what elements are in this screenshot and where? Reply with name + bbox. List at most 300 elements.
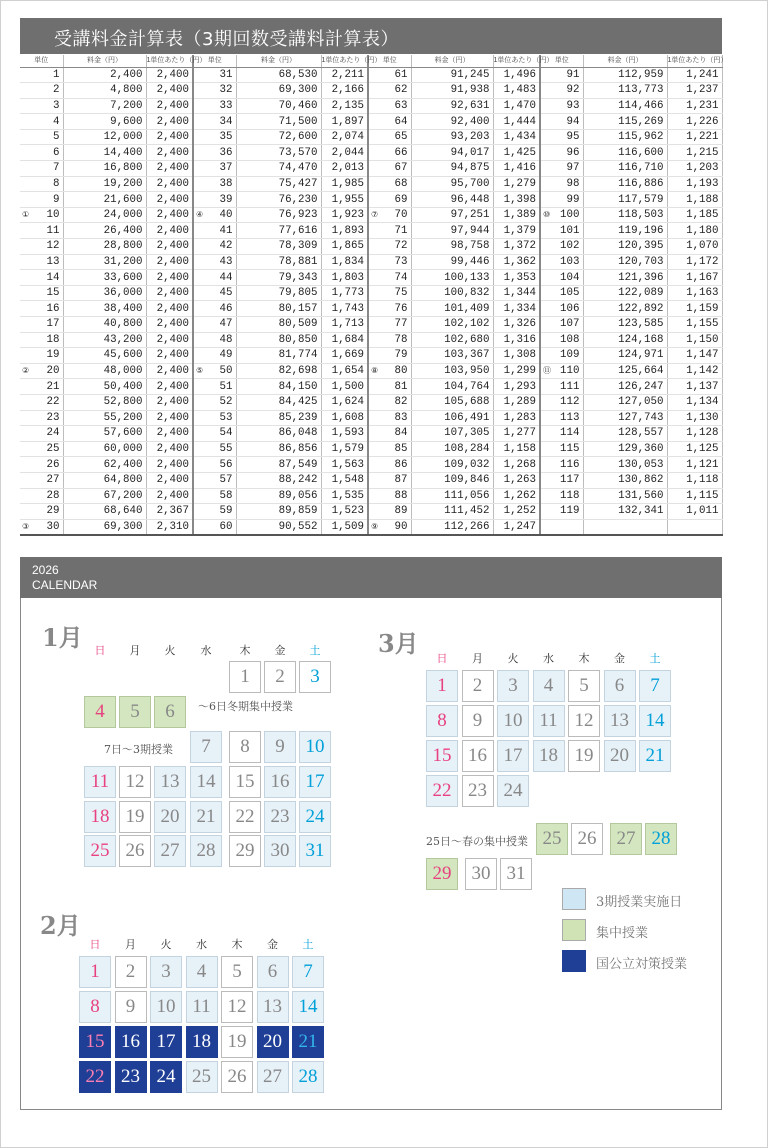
weekday-label: 月 [125, 939, 136, 951]
unit-value: 61 [394, 68, 408, 81]
unit-cell [368, 67, 411, 83]
weekday-label: 月 [129, 645, 141, 657]
per-unit-cell: 1,579 [321, 441, 368, 457]
fee-cell: 97,251 [411, 207, 493, 223]
fee-cell: 108,284 [411, 441, 493, 457]
table-row [20, 426, 722, 442]
per-unit-cell: 1,353 [493, 270, 540, 286]
unit-cell [20, 145, 63, 161]
calendar-day: 4 [533, 670, 565, 702]
unit-cell [20, 254, 63, 270]
fee-cell: 129,360 [583, 441, 667, 457]
unit-cell [20, 457, 63, 473]
fee-cell: 100,133 [411, 270, 493, 286]
per-unit-cell: 1,130 [667, 410, 722, 426]
calendar-day: 10 [299, 731, 331, 763]
calendar-day: 23 [264, 801, 296, 833]
unit-value: 57 [219, 474, 233, 487]
fee-cell: 86,048 [236, 426, 321, 442]
unit-value: 83 [394, 411, 408, 424]
unit-cell [193, 317, 236, 333]
unit-value: 6 [53, 146, 60, 159]
unit-value: 119 [560, 505, 580, 518]
fee-cell: 74,470 [236, 161, 321, 177]
calendar-day: 5 [568, 670, 600, 702]
unit-cell [540, 98, 583, 114]
calendar-day: 19 [221, 1026, 253, 1058]
unit-value: 105 [560, 287, 580, 300]
fee-cell: 127,743 [583, 410, 667, 426]
milestone-marker: ⑨ [371, 521, 379, 531]
fee-cell: 89,056 [236, 488, 321, 504]
per-unit-cell: 1,316 [493, 332, 540, 348]
calendar-day: 29 [229, 835, 261, 867]
unit-cell [540, 317, 583, 333]
header-per-unit: 1単位あたり（円） [493, 55, 540, 67]
unit-value: 47 [219, 318, 233, 331]
fee-cell: 76,923 [236, 207, 321, 223]
table-row [20, 394, 722, 410]
per-unit-cell: 1,470 [493, 98, 540, 114]
calendar-day: 6 [604, 670, 636, 702]
per-unit-cell: 1,142 [667, 363, 722, 379]
unit-value: 11 [46, 224, 60, 237]
header-fee: 料金（円） [236, 55, 321, 67]
per-unit-cell: 2,400 [146, 348, 193, 364]
unit-cell [368, 332, 411, 348]
fee-cell: 36,000 [63, 285, 146, 301]
milestone-marker: ⑦ [371, 210, 379, 220]
unit-value: 43 [219, 255, 233, 268]
calendar-day: 9 [115, 991, 147, 1023]
header-per-unit: 1単位あたり（円） [667, 55, 722, 67]
fee-cell: 111,056 [411, 488, 493, 504]
unit-value: 42 [219, 240, 233, 253]
fee-table-header [20, 18, 722, 54]
per-unit-cell: 1,150 [667, 332, 722, 348]
fee-cell: 92,631 [411, 98, 493, 114]
unit-value: 53 [219, 411, 233, 424]
per-unit-cell: 2,400 [146, 410, 193, 426]
per-unit-cell: 1,509 [321, 519, 368, 535]
fee-cell: 72,600 [236, 129, 321, 145]
unit-cell [193, 457, 236, 473]
unit-value: 18 [46, 333, 60, 346]
unit-cell [540, 519, 583, 535]
fee-cell: 102,102 [411, 317, 493, 333]
unit-cell [368, 488, 411, 504]
table-row [20, 254, 722, 270]
unit-value: 12 [46, 240, 60, 253]
per-unit-cell: 2,400 [146, 114, 193, 130]
unit-value: 49 [219, 349, 233, 362]
table-row [20, 441, 722, 457]
unit-value: 33 [219, 99, 233, 112]
unit-cell [540, 457, 583, 473]
fee-cell: 109,846 [411, 472, 493, 488]
unit-cell [368, 129, 411, 145]
table-row [20, 317, 722, 333]
unit-value: 55 [219, 443, 233, 456]
unit-value: 48 [219, 333, 233, 346]
calendar-day: 24 [497, 775, 529, 807]
fee-cell: 69,300 [236, 83, 321, 99]
fee-cell: 106,491 [411, 410, 493, 426]
unit-cell [540, 441, 583, 457]
fee-cell: 9,600 [63, 114, 146, 130]
unit-cell [20, 207, 63, 223]
unit-cell [193, 332, 236, 348]
weekday-label: 月 [472, 653, 483, 665]
unit-cell [193, 488, 236, 504]
calendar-day: 25 [536, 823, 568, 855]
unit-value: 21 [46, 380, 60, 393]
calendar-day: 20 [257, 1026, 289, 1058]
unit-value: 113 [560, 411, 580, 424]
calendar-day: 1 [229, 661, 261, 693]
unit-cell [193, 363, 236, 379]
fee-cell: 78,309 [236, 239, 321, 255]
weekday-label: 日 [89, 939, 101, 951]
unit-value: 79 [394, 349, 408, 362]
unit-value: 4 [53, 115, 60, 128]
fee-cell: 116,886 [583, 176, 667, 192]
per-unit-cell: 2,400 [146, 207, 193, 223]
unit-value: 37 [219, 162, 233, 175]
weekday-label: 土 [649, 653, 661, 665]
unit-value: 116 [560, 458, 580, 471]
unit-value: 25 [46, 443, 60, 456]
table-row [20, 488, 722, 504]
unit-cell [368, 223, 411, 239]
unit-cell [540, 83, 583, 99]
unit-cell [368, 114, 411, 130]
unit-value: 63 [394, 99, 408, 112]
calendar-day: 23 [115, 1061, 147, 1093]
legend-swatch [562, 950, 586, 972]
unit-value: 85 [394, 443, 408, 456]
per-unit-cell: 1,070 [667, 239, 722, 255]
per-unit-cell: 1,118 [667, 472, 722, 488]
unit-cell [368, 98, 411, 114]
per-unit-cell: 2,400 [146, 254, 193, 270]
unit-cell [368, 504, 411, 520]
fee-cell: 118,503 [583, 207, 667, 223]
calendar-day: 18 [533, 740, 565, 772]
per-unit-cell: 1,893 [321, 223, 368, 239]
per-unit-cell: 1,865 [321, 239, 368, 255]
unit-value: 101 [560, 224, 580, 237]
calendar-day: 13 [154, 766, 186, 798]
fee-cell: 92,400 [411, 114, 493, 130]
fee-cell: 130,862 [583, 472, 667, 488]
unit-value: 35 [219, 131, 233, 144]
fee-cell: 120,395 [583, 239, 667, 255]
unit-value: 84 [394, 427, 408, 440]
unit-value: 90 [394, 520, 408, 533]
unit-value: 111 [560, 380, 580, 393]
per-unit-cell: 2,400 [146, 317, 193, 333]
unit-cell [368, 441, 411, 457]
per-unit-cell: 1,172 [667, 254, 722, 270]
unit-cell [368, 472, 411, 488]
unit-cell [20, 519, 63, 535]
legend-label: 3期授業実施日 [596, 895, 683, 910]
per-unit-cell: 1,221 [667, 129, 722, 145]
per-unit-cell: 1,434 [493, 129, 540, 145]
weekday-label: 金 [274, 645, 286, 657]
table-row [20, 348, 722, 364]
unit-value: 91 [566, 68, 580, 81]
header-unit: 単位 [540, 55, 583, 67]
unit-value: 100 [560, 209, 580, 222]
fee-cell: 19,200 [63, 176, 146, 192]
unit-cell [193, 192, 236, 208]
unit-value: 114 [560, 427, 580, 440]
unit-cell [540, 270, 583, 286]
unit-value: 104 [560, 271, 580, 284]
per-unit-cell: 1,185 [667, 207, 722, 223]
unit-value: 40 [219, 209, 233, 222]
unit-cell [20, 67, 63, 83]
unit-value: 112 [560, 396, 580, 409]
unit-value: 68 [394, 177, 408, 190]
per-unit-cell: 1,155 [667, 317, 722, 333]
table-row [20, 98, 722, 114]
fee-table-title: 受講料金計算表（3期回数受講料計算表） [54, 29, 399, 50]
calendar-day: 17 [299, 766, 331, 798]
unit-value: 46 [219, 302, 233, 315]
legend-label: 集中授業 [596, 926, 649, 941]
fee-cell [583, 519, 667, 535]
table-row [20, 519, 722, 535]
unit-cell [540, 472, 583, 488]
fee-cell: 84,425 [236, 394, 321, 410]
fee-cell: 95,700 [411, 176, 493, 192]
unit-value: 38 [219, 177, 233, 190]
unit-cell [368, 426, 411, 442]
unit-cell [368, 301, 411, 317]
unit-cell [540, 363, 583, 379]
fee-cell: 94,875 [411, 161, 493, 177]
per-unit-cell: 1,121 [667, 457, 722, 473]
calendar-day: 22 [229, 801, 261, 833]
unit-value: 23 [46, 411, 60, 424]
per-unit-cell: 2,400 [146, 472, 193, 488]
calendar-day: 22 [426, 775, 458, 807]
per-unit-cell: 1,624 [321, 394, 368, 410]
calendar-day: 18 [186, 1026, 218, 1058]
unit-cell [193, 129, 236, 145]
unit-value: 86 [394, 458, 408, 471]
unit-value: 65 [394, 131, 408, 144]
unit-cell [20, 363, 63, 379]
unit-value: 32 [219, 84, 233, 97]
fee-cell: 100,832 [411, 285, 493, 301]
unit-value: 58 [219, 489, 233, 502]
unit-cell [540, 114, 583, 130]
per-unit-cell: 1,608 [321, 410, 368, 426]
per-unit-cell: 1,834 [321, 254, 368, 270]
unit-value: 50 [219, 365, 233, 378]
unit-cell [540, 254, 583, 270]
unit-cell [20, 488, 63, 504]
unit-cell [540, 301, 583, 317]
calendar-day: 7 [639, 670, 671, 702]
unit-value: 17 [46, 318, 60, 331]
per-unit-cell: 1,523 [321, 504, 368, 520]
fee-cell: 80,157 [236, 301, 321, 317]
unit-value: 78 [394, 333, 408, 346]
unit-cell [193, 426, 236, 442]
schedule-note: 7日～3期授業 [104, 743, 173, 756]
per-unit-cell: 2,400 [146, 457, 193, 473]
fee-cell: 33,600 [63, 270, 146, 286]
unit-cell [20, 426, 63, 442]
per-unit-cell: 2,400 [146, 67, 193, 83]
fee-cell: 109,032 [411, 457, 493, 473]
per-unit-cell: 2,400 [146, 192, 193, 208]
calendar-day: 16 [264, 766, 296, 798]
calendar-day: 31 [299, 835, 331, 867]
unit-cell [193, 114, 236, 130]
per-unit-cell: 1,215 [667, 145, 722, 161]
fee-cell: 86,856 [236, 441, 321, 457]
per-unit-cell: 2,400 [146, 161, 193, 177]
unit-value: 115 [560, 443, 580, 456]
table-row [20, 410, 722, 426]
weekday-label: 木 [239, 645, 251, 657]
unit-cell [368, 254, 411, 270]
unit-value: 89 [394, 505, 408, 518]
weekday-label: 水 [543, 653, 554, 665]
fee-cell: 87,549 [236, 457, 321, 473]
fee-cell: 75,427 [236, 176, 321, 192]
per-unit-cell: 1,158 [493, 441, 540, 457]
calendar-day: 26 [221, 1061, 253, 1093]
per-unit-cell: 1,985 [321, 176, 368, 192]
calendar-day: 17 [497, 740, 529, 772]
unit-value: 118 [560, 489, 580, 502]
table-row [20, 285, 722, 301]
calendar-day: 8 [79, 991, 111, 1023]
unit-value: 72 [394, 240, 408, 253]
fee-cell: 14,400 [63, 145, 146, 161]
unit-value: 67 [394, 162, 408, 175]
table-row [20, 363, 722, 379]
fee-table [20, 55, 728, 536]
milestone-marker: ⑧ [371, 366, 379, 376]
per-unit-cell: 1,163 [667, 285, 722, 301]
unit-value: 71 [394, 224, 408, 237]
unit-cell [540, 223, 583, 239]
header-fee: 料金（円） [63, 55, 146, 67]
unit-cell [20, 192, 63, 208]
per-unit-cell: 2,013 [321, 161, 368, 177]
per-unit-cell: 1,654 [321, 363, 368, 379]
per-unit-cell: 2,044 [321, 145, 368, 161]
header-per-unit: 1単位あたり（円） [321, 55, 368, 67]
unit-value: 26 [46, 458, 60, 471]
calendar-day: 12 [119, 766, 151, 798]
unit-value: 16 [46, 302, 60, 315]
calendar-day: 15 [426, 740, 458, 772]
fee-cell: 38,400 [63, 301, 146, 317]
per-unit-cell: 2,400 [146, 363, 193, 379]
fee-cell: 102,680 [411, 332, 493, 348]
fee-cell: 111,452 [411, 504, 493, 520]
fee-cell: 69,300 [63, 519, 146, 535]
unit-value: 8 [53, 177, 60, 190]
calendar-day: 16 [462, 740, 494, 772]
table-row [20, 223, 722, 239]
per-unit-cell: 2,400 [146, 223, 193, 239]
calendar-day: 14 [639, 705, 671, 737]
per-unit-cell: 1,283 [493, 410, 540, 426]
calendar-day: 3 [497, 670, 529, 702]
fee-cell: 79,343 [236, 270, 321, 286]
unit-cell [540, 129, 583, 145]
unit-cell [540, 67, 583, 83]
table-row [20, 129, 722, 145]
per-unit-cell: 2,400 [146, 426, 193, 442]
unit-value: 87 [394, 474, 408, 487]
unit-value: 52 [219, 396, 233, 409]
per-unit-cell: 2,400 [146, 301, 193, 317]
unit-cell [540, 394, 583, 410]
unit-cell [20, 441, 63, 457]
unit-cell [20, 472, 63, 488]
calendar-day: 28 [292, 1061, 324, 1093]
fee-cell: 16,800 [63, 161, 146, 177]
weekday-label: 金 [267, 939, 278, 951]
per-unit-cell: 1,955 [321, 192, 368, 208]
fee-cell: 21,600 [63, 192, 146, 208]
calendar-day: 21 [190, 801, 222, 833]
fee-cell: 128,557 [583, 426, 667, 442]
per-unit-cell: 1,803 [321, 270, 368, 286]
fee-cell: 4,800 [63, 83, 146, 99]
per-unit-cell: 1,496 [493, 67, 540, 83]
unit-value: 76 [394, 302, 408, 315]
per-unit-cell: 1,299 [493, 363, 540, 379]
unit-cell [20, 176, 63, 192]
unit-cell [368, 348, 411, 364]
unit-value: 103 [560, 255, 580, 268]
calendar-day: 26 [571, 823, 603, 855]
calendar-day: 3 [299, 661, 331, 693]
legend-swatch [562, 919, 586, 941]
per-unit-cell: 2,211 [321, 67, 368, 83]
legend-label: 国公立対策授業 [596, 957, 688, 972]
unit-value: 73 [394, 255, 408, 268]
unit-cell [193, 301, 236, 317]
unit-cell [540, 504, 583, 520]
fee-cell: 48,000 [63, 363, 146, 379]
calendar-day: 28 [190, 835, 222, 867]
calendar-day: 14 [190, 766, 222, 798]
table-row [20, 239, 722, 255]
calendar-day: 21 [292, 1026, 324, 1058]
per-unit-cell: 1,263 [493, 472, 540, 488]
calendar-day: 27 [257, 1061, 289, 1093]
calendar-day: 10 [497, 705, 529, 737]
fee-cell: 105,688 [411, 394, 493, 410]
calendar-day: 18 [84, 801, 116, 833]
per-unit-cell: 2,400 [146, 239, 193, 255]
unit-value: 22 [46, 396, 60, 409]
fee-cell: 85,239 [236, 410, 321, 426]
